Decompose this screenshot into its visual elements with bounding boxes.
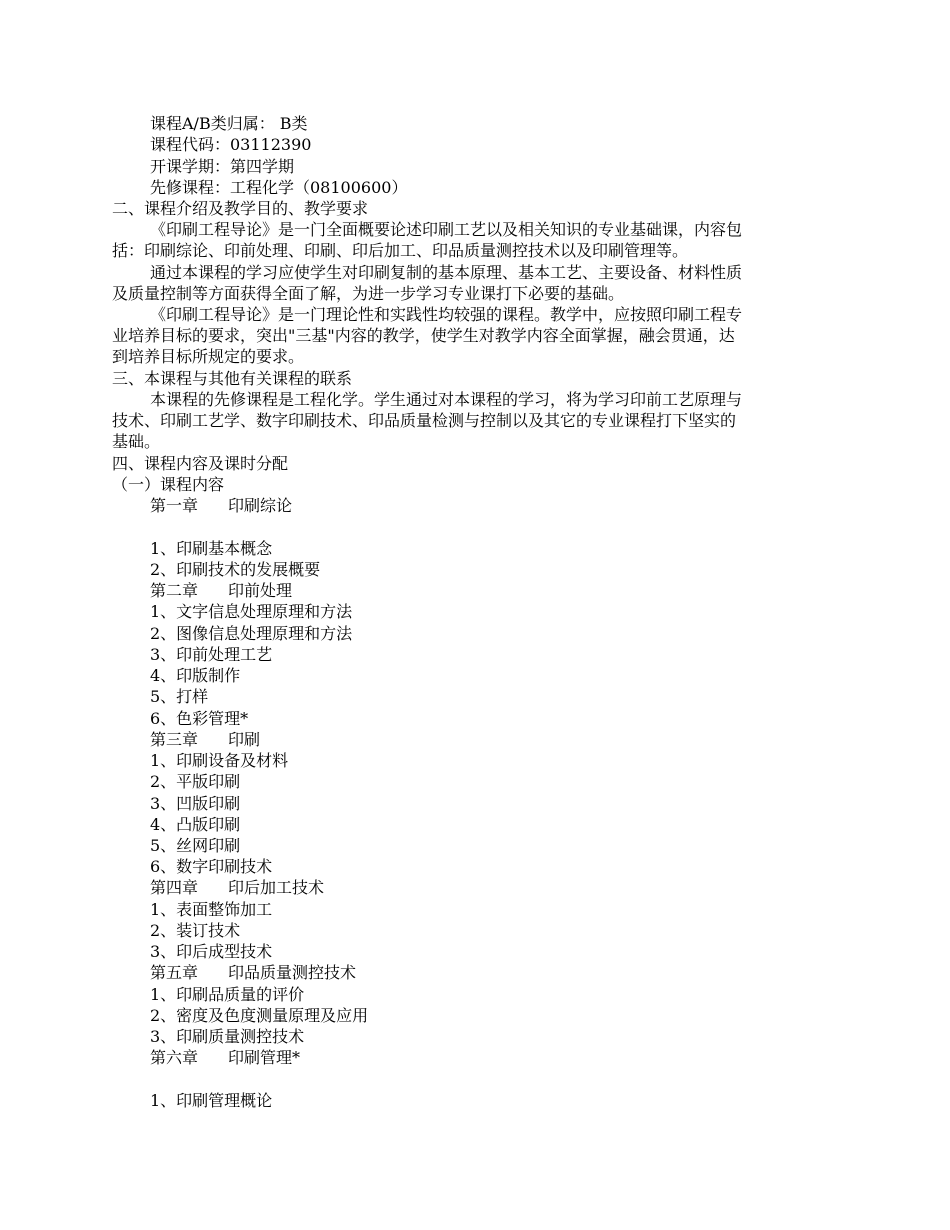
paragraph-line: 通过本课程的学习应使学生对印刷复制的基本原理、基本工艺、主要设备、材料性质: [150, 263, 743, 282]
chapter-title: 印后加工技术: [228, 878, 325, 897]
chapter-number: 第二章: [150, 581, 199, 600]
chapter-heading-6: [150, 1047, 300, 1068]
course-semester: 开课学期：第四学期: [150, 157, 295, 176]
list-item: 3、印前处理工艺: [150, 645, 273, 664]
chapter-heading-5: [150, 962, 356, 983]
list-item: 3、凹版印刷: [150, 794, 241, 813]
list-item: 6、数字印刷技术: [150, 857, 273, 876]
course-prerequisite: 先修课程：工程化学（08100600）: [150, 178, 408, 197]
list-item: 4、凸版印刷: [150, 815, 241, 834]
list-item: 1、印刷设备及材料: [150, 751, 289, 770]
list-item: 2、装订技术: [150, 921, 241, 940]
paragraph-line: 到培养目标所规定的要求。: [112, 347, 305, 366]
paragraph-line: 《印刷工程导论》是一门理论性和实践性均较强的课程。教学中，应按照印刷工程专: [150, 305, 743, 324]
paragraph-line: 括：印刷综论、印前处理、印刷、印后加工、印品质量测控技术以及印刷管理等。: [112, 241, 689, 260]
chapter-heading-4: [150, 877, 324, 898]
list-item: 2、印刷技术的发展概要: [150, 560, 321, 579]
list-item: 1、印刷品质量的评价: [150, 985, 305, 1004]
chapter-title: 印刷: [228, 730, 261, 749]
chapter-number: 第四章: [150, 878, 199, 897]
list-item: 2、密度及色度测量原理及应用: [150, 1006, 369, 1025]
list-item: 4、印版制作: [150, 666, 241, 685]
list-item: 3、印后成型技术: [150, 942, 273, 961]
list-item: 6、色彩管理*: [150, 709, 249, 728]
list-item: 1、印刷管理概论: [150, 1091, 273, 1110]
list-item: 1、印刷基本概念: [150, 539, 273, 558]
list-item: 5、丝网印刷: [150, 836, 241, 855]
chapter-number: 第五章: [150, 963, 199, 982]
paragraph-line: 技术、印刷工艺学、数字印刷技术、印品质量检测与控制以及其它的专业课程打下坚实的: [112, 411, 737, 430]
course-category: 课程A/B类归属： B类: [150, 114, 308, 133]
chapter-title: 印刷综论: [228, 496, 293, 515]
chapter-heading-2: [150, 580, 292, 601]
section-heading-4: 四、课程内容及课时分配: [112, 454, 289, 473]
paragraph-line: 及质量控制等方面获得全面了解，为进一步学习专业课打下必要的基础。: [112, 284, 625, 303]
chapter-number: 第一章: [150, 496, 199, 515]
section-heading-3: 三、本课程与其他有关课程的联系: [112, 369, 353, 388]
subsection-heading: （一）课程内容: [112, 475, 225, 494]
list-item: 2、平版印刷: [150, 772, 241, 791]
course-code: 课程代码：03112390: [150, 135, 312, 154]
chapter-title: 印刷管理*: [228, 1048, 301, 1067]
chapter-number: 第三章: [150, 730, 199, 749]
list-item: 3、印刷质量测控技术: [150, 1027, 305, 1046]
list-item: 1、文字信息处理原理和方法: [150, 602, 353, 621]
chapter-heading-3: [150, 729, 260, 750]
paragraph-line: 本课程的先修课程是工程化学。学生通过对本课程的学习，将为学习印前工艺原理与: [150, 390, 743, 409]
paragraph-line: 基础。: [112, 432, 161, 451]
chapter-title: 印品质量测控技术: [228, 963, 357, 982]
list-item: 5、打样: [150, 687, 209, 706]
chapter-heading-1: [150, 495, 292, 516]
chapter-number: 第六章: [150, 1048, 199, 1067]
list-item: 1、表面整饰加工: [150, 900, 273, 919]
chapter-title: 印前处理: [228, 581, 293, 600]
section-heading-2: 二、课程介绍及教学目的、教学要求: [112, 199, 369, 218]
paragraph-line: 《印刷工程导论》是一门全面概要论述印刷工艺以及相关知识的专业基础课，内容包: [150, 220, 743, 239]
list-item: 2、图像信息处理原理和方法: [150, 624, 353, 643]
paragraph-line: 业培养目标的要求，突出"三基"内容的教学，使学生对教学内容全面掌握，融会贯通，达: [112, 326, 735, 345]
